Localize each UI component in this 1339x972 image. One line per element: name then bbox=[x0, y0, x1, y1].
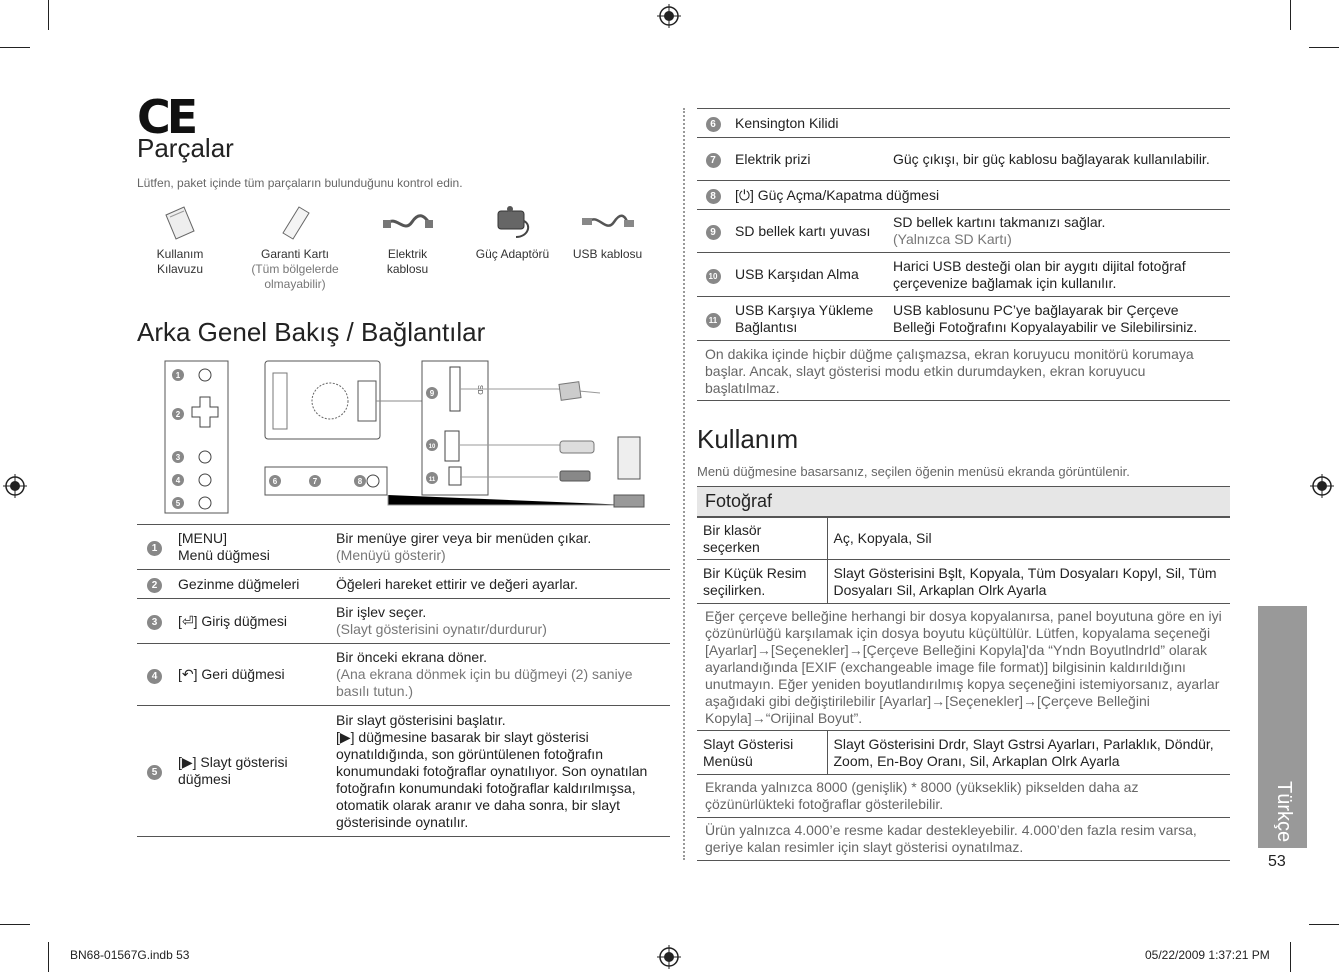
registration-mark-icon bbox=[657, 945, 681, 969]
row-name: Kensington Kilidi bbox=[729, 109, 887, 138]
row-name: düğmesi bbox=[178, 771, 231, 787]
table-row bbox=[697, 210, 1230, 253]
connector-spec-table bbox=[697, 108, 1230, 341]
row-desc: [▶] düğmesine basarak bir slayt gösterisi oynatıldığında, son görüntülenen fotoğrafın konumundaki fotoğraflar oynatılıyor. Son oynatılan fotoğrafın konumundaki fotoğraflar kaldırılmışsa, otomatik olarak aranır ve daha sonra, bir slayt gösterisinde oynatılır. bbox=[336, 728, 648, 830]
power-panel bbox=[265, 467, 387, 495]
table-row bbox=[697, 297, 1230, 341]
parts-intro: Lütfen, paket içinde tüm parçaların bulunduğunu kontrol edin. bbox=[137, 176, 463, 190]
table-row bbox=[697, 731, 1230, 775]
sd-card-icon bbox=[559, 382, 581, 401]
warranty-card-icon bbox=[275, 203, 315, 243]
manual-icon bbox=[160, 203, 200, 243]
resize-note: Eğer çerçeve belleğine herhangi bir dosya kopyalanırsa, panel boyutuna göre en iyi çözünürlüğü karşılamak için dosya boyutu küçültülür. Lütfen, kopyalama seçeneği [Ayarlar]→[Seçenekler]→[Çerçeve Belleğini Kopyla]'da “Yndn BoyutlndrId” olarak ayarlandığında [EXIF (exchangeable image file format)] bilgisinin kaldırıldığını unutmayın. Eğer yeniden boyutlandırılmış kopya seçeneğini istemiyorsanız, ayarlar aşağıdaki gibi değiştirilebilir [Ayarlar]→[Seçenekler]→[Çerçeve Belleğini Kopyla]→“Orijinal Boyut”. bbox=[705, 608, 1222, 726]
image-limit-note: Ürün yalnızca 4.000’e resme kadar destekleyebilir. 4.000’den fazla resim varsa, geriye kalan resimler için slayt gösterisi oynatılmaz. bbox=[697, 818, 1230, 861]
crop-mark bbox=[1309, 924, 1339, 925]
menu-options: Slayt Gösterisini Bşlt, Kopyala, Tüm Dosyaları Kopyl, Sil, Tüm Dosyaları Sil, Arkaplan Olrk Ayarla bbox=[827, 560, 1230, 604]
footer-date: 05/22/2009 1:37:21 PM bbox=[1145, 948, 1270, 962]
ce-mark: CE bbox=[137, 90, 195, 144]
row-desc bbox=[887, 109, 1230, 138]
row-number: 5 bbox=[147, 765, 162, 780]
row-name: [▶] Slayt gösterisi bbox=[178, 754, 288, 770]
row-name: Menü düğmesi bbox=[178, 547, 270, 563]
callout-6: 6 bbox=[272, 477, 278, 486]
language-tab bbox=[1258, 606, 1307, 848]
row-desc-note: (Slayt gösterisini oynatır/durdurur) bbox=[336, 621, 547, 637]
usb-plug-icon bbox=[560, 471, 590, 481]
registration-mark-icon bbox=[657, 4, 681, 28]
row-name: Gezinme düğmeleri bbox=[172, 570, 330, 599]
row-desc: Bir işlev seçer. bbox=[336, 604, 427, 620]
table-row bbox=[697, 138, 1230, 181]
part-warranty bbox=[245, 200, 345, 292]
column-divider bbox=[683, 108, 685, 860]
row-number: 9 bbox=[706, 225, 721, 240]
part-label: USB kablosu bbox=[572, 247, 643, 261]
row-name: [⏻] Güç Açma/Kapatma düğmesi bbox=[729, 181, 1230, 210]
part-manual bbox=[145, 200, 215, 277]
part-label: Kılavuzu bbox=[156, 262, 204, 276]
usb-cable-icon bbox=[582, 208, 634, 238]
row-desc: Harici USB desteği olan bir aygıtı dijital fotoğraf çerçevenize bağlamak için kullanılır. bbox=[887, 253, 1230, 297]
usage-title: Kullanım bbox=[697, 424, 799, 454]
power-cable-icon bbox=[382, 208, 434, 238]
table-row bbox=[137, 706, 670, 837]
table-row bbox=[697, 109, 1230, 138]
callout-5: 5 bbox=[175, 499, 181, 508]
row-number: 4 bbox=[147, 669, 162, 684]
row-desc: Öğeleri hareket ettirir ve değeri ayarlar. bbox=[330, 570, 670, 599]
row-desc: Güç çıkışı, bir güç kablosu bağlayarak kullanılabilir. bbox=[887, 138, 1230, 181]
parts-title: Parçalar bbox=[137, 133, 234, 163]
parts-list bbox=[145, 200, 670, 295]
table-row bbox=[697, 253, 1230, 297]
photo-section-header: Fotoğraf bbox=[697, 486, 1230, 517]
row-number: 11 bbox=[706, 313, 721, 328]
rear-spec-table bbox=[137, 524, 670, 837]
callout-4: 4 bbox=[175, 476, 181, 485]
part-power-cable bbox=[375, 200, 440, 277]
table-row bbox=[697, 518, 1230, 560]
row-number: 3 bbox=[147, 615, 162, 630]
row-name: SD bellek kartı yuvası bbox=[729, 210, 887, 253]
row-desc: USB kablosunu PC’ye bağlayarak bir Çerçeve Belleği Fotoğrafını Kopyalayabilir ve Silebilirsiniz. bbox=[887, 297, 1230, 341]
menu-options: Slayt Gösterisini Drdr, Slayt Gstrsi Ayarları, Parlaklık, Döndür, Zoom, En-Boy Oranı, Sil, Arkaplan Olrk Ayarla bbox=[827, 731, 1230, 775]
part-label: Kullanım bbox=[156, 247, 204, 261]
table-row bbox=[137, 599, 670, 644]
row-desc-note: (Ana ekrana dönmek için bu düğmeyi (2) saniye basılı tutun.) bbox=[336, 666, 633, 699]
row-desc: Bir slayt gösterisini başlatır. bbox=[336, 711, 506, 728]
usage-intro: Menü düğmesine basarsanız, seçilen öğenin menüsü ekranda görüntülenir. bbox=[697, 464, 1130, 479]
callout-3: 3 bbox=[175, 453, 181, 462]
callout-9: 9 bbox=[429, 389, 435, 398]
crop-mark bbox=[0, 47, 30, 48]
part-note: olmayabilir) bbox=[264, 277, 326, 291]
frame-back bbox=[265, 361, 422, 439]
table-row bbox=[137, 570, 670, 599]
crop-mark bbox=[1290, 942, 1291, 972]
callout-8: 8 bbox=[357, 477, 363, 486]
resolution-note: Ekranda yalnızca 8000 (genişlik) * 8000 (yükseklik) pikselden daha az çözünürlükteki fotoğraflar gösterilebilir. bbox=[697, 775, 1230, 818]
part-adapter bbox=[470, 200, 555, 262]
callout-7: 7 bbox=[312, 477, 318, 486]
row-name: USB Karşıya Yükleme Bağlantısı bbox=[729, 297, 887, 341]
rear-panel-diagram bbox=[160, 355, 660, 515]
table-row bbox=[137, 525, 670, 570]
usb-stick-icon bbox=[560, 441, 594, 453]
registration-mark-icon bbox=[1310, 474, 1334, 498]
menu-options: Aç, Kopyala, Sil bbox=[827, 518, 1230, 560]
sd-label: SD bbox=[476, 385, 483, 395]
row-name: Elektrik prizi bbox=[729, 138, 887, 181]
part-label: kablosu bbox=[386, 262, 429, 276]
menu-context: Slayt Gösterisi Menüsü bbox=[697, 731, 827, 775]
table-row bbox=[137, 644, 670, 706]
row-number: 6 bbox=[706, 117, 721, 132]
row-number: 1 bbox=[147, 541, 162, 556]
menu-context: Bir klasör seçerken bbox=[697, 518, 827, 560]
adapter-icon bbox=[614, 495, 644, 507]
footer-file: BN68-01567G.indb 53 bbox=[70, 948, 190, 962]
page-number: 53 bbox=[1268, 853, 1286, 870]
row-name: USB Karşıdan Alma bbox=[729, 253, 887, 297]
row-desc-note: (Menüyü gösterir) bbox=[336, 547, 446, 563]
language-label: Türkçe bbox=[1273, 781, 1295, 843]
callout-11: 11 bbox=[428, 477, 436, 483]
crop-mark bbox=[1309, 47, 1339, 48]
row-number: 10 bbox=[706, 269, 721, 284]
slideshow-menu-table bbox=[697, 730, 1230, 775]
row-desc: Bir önceki ekrana döner. bbox=[336, 649, 487, 665]
rear-overview-title: Arka Genel Bakış / Bağlantılar bbox=[137, 317, 486, 347]
row-number: 2 bbox=[147, 578, 162, 593]
menu-context: Bir Küçük Resim seçilirken. bbox=[697, 560, 827, 604]
callout-10: 10 bbox=[428, 444, 436, 450]
table-row bbox=[697, 181, 1230, 210]
row-name: [↶] Geri düğmesi bbox=[172, 644, 330, 706]
part-note: (Tüm bölgelerde bbox=[251, 262, 339, 276]
power-adapter-icon bbox=[492, 203, 534, 243]
part-usb-cable bbox=[570, 200, 645, 262]
row-number: 7 bbox=[706, 153, 721, 168]
crop-mark bbox=[1290, 0, 1291, 30]
row-number: 8 bbox=[706, 189, 721, 204]
part-label: Elektrik bbox=[387, 247, 428, 261]
callout-1: 1 bbox=[175, 371, 181, 380]
row-name: [MENU] bbox=[178, 530, 227, 546]
row-desc: Bir menüye girer veya bir menüden çıkar. bbox=[336, 530, 592, 546]
crop-mark bbox=[0, 924, 30, 925]
row-desc: SD bellek kartını takmanızı sağlar. bbox=[893, 214, 1106, 230]
screensaver-note: On dakika içinde hiçbir düğme çalışmazsa, ekran koruyucu monitörü korumaya başlar. Ancak, slayt gösterisi modu etkin durumdayken, ekran koruyucu başlatılmaz. bbox=[697, 342, 1230, 401]
photo-menu-table bbox=[697, 517, 1230, 604]
ports-panel bbox=[422, 361, 488, 495]
crop-mark bbox=[48, 942, 49, 972]
pc-tower-icon bbox=[618, 437, 640, 479]
row-name: [⏎] Giriş düğmesi bbox=[172, 599, 330, 644]
part-label: Garanti Kartı bbox=[260, 247, 330, 261]
part-label: Güç Adaptörü bbox=[475, 247, 550, 261]
row-desc-note: (Yalnızca SD Kartı) bbox=[893, 231, 1012, 247]
crop-mark bbox=[48, 0, 49, 30]
table-row bbox=[697, 560, 1230, 604]
registration-mark-icon bbox=[3, 474, 27, 498]
callout-2: 2 bbox=[175, 410, 181, 419]
button-panel bbox=[165, 361, 230, 513]
